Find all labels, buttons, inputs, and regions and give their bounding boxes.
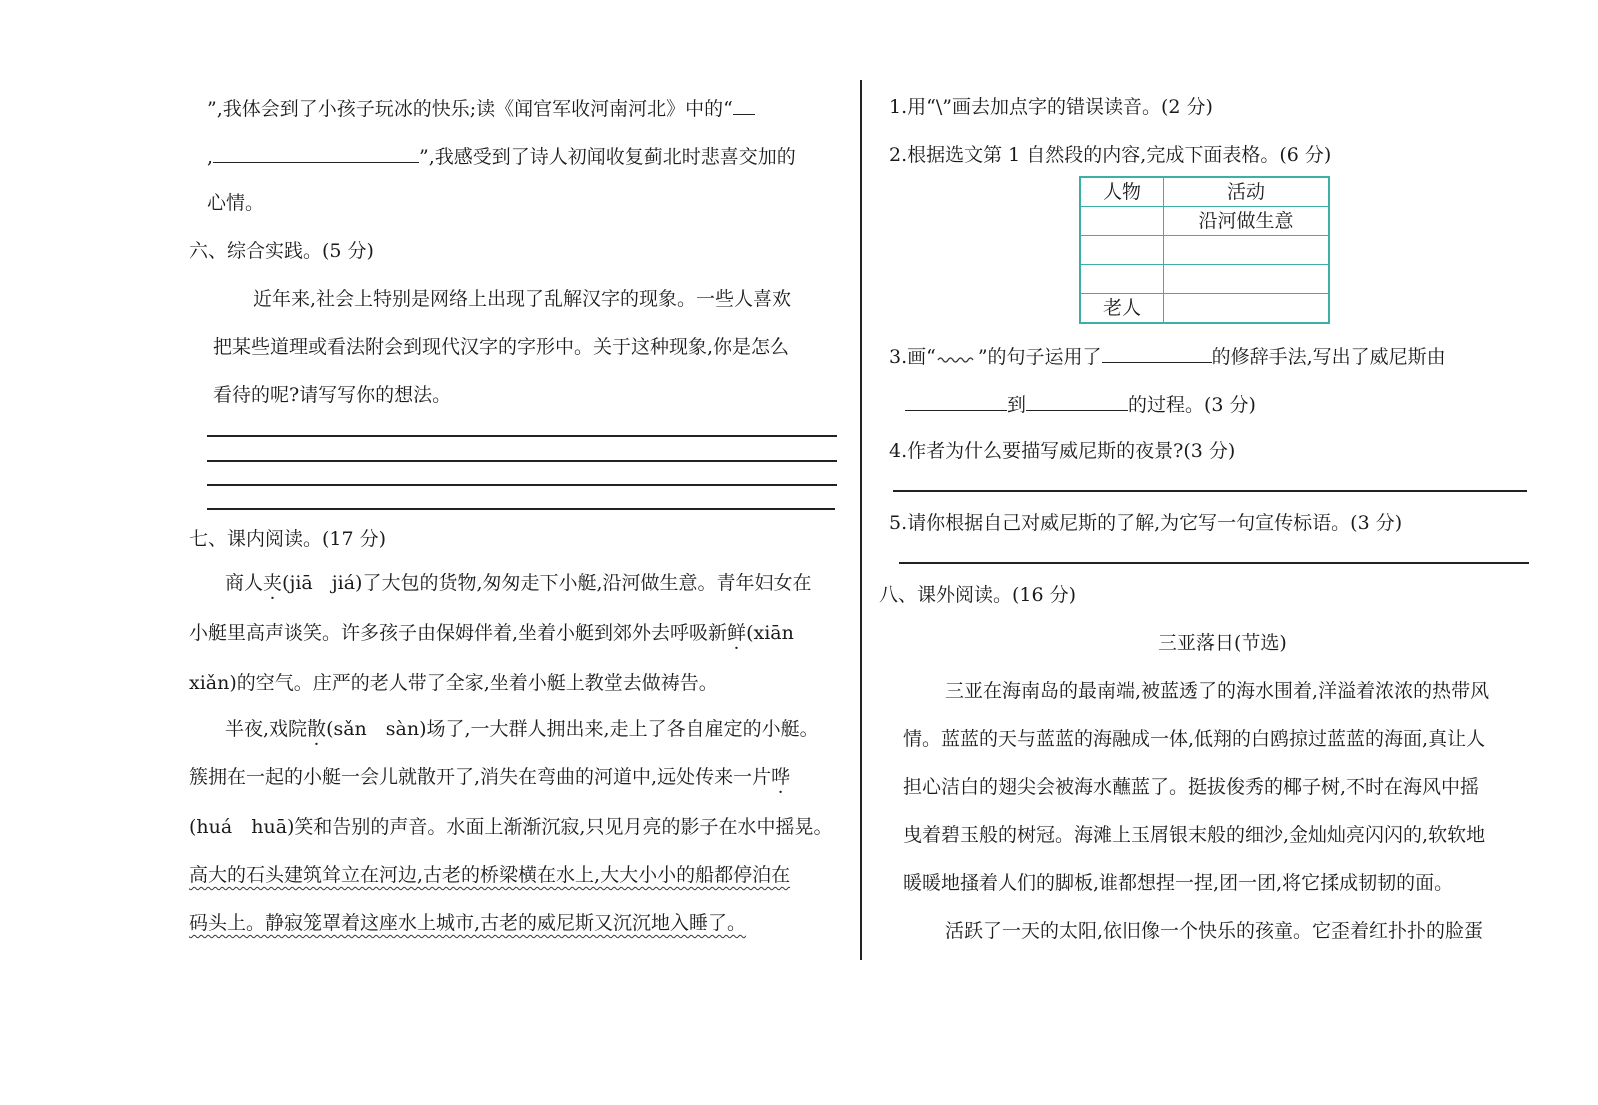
question-3-text: 的过程。(3 分) bbox=[1128, 394, 1256, 416]
question-3-line-1 bbox=[889, 342, 1446, 370]
question-3-text: ”的句子运用了 bbox=[977, 346, 1102, 368]
question-3-text: 到 bbox=[1007, 394, 1027, 416]
table-cell[interactable] bbox=[1080, 265, 1164, 294]
dotted-char: 散 bbox=[307, 718, 327, 740]
table-cell[interactable] bbox=[1080, 207, 1164, 236]
table-header-cell: 人物 bbox=[1080, 177, 1164, 207]
table-row bbox=[1080, 207, 1329, 236]
passage-line-1: 三亚在海南岛的最南端,被蓝透了的海水围着,洋溢着浓浓的热带风 bbox=[945, 680, 1490, 702]
reading-line-4 bbox=[225, 716, 819, 742]
dotted-char: 夹 bbox=[263, 572, 283, 594]
table-row bbox=[1080, 294, 1329, 324]
passage-line-4: 曳着碧玉般的树冠。海滩上玉屑银末般的细沙,金灿灿亮闪闪的,软软地 bbox=[903, 824, 1486, 846]
section-6-text-3: 看待的呢?请写写你的想法。 bbox=[213, 384, 452, 406]
passage-line-6: 活跃了一天的太阳,依旧像一个快乐的孩童。它歪着红扑扑的脸蛋 bbox=[945, 920, 1484, 942]
passage-line-2: 情。蓝蓝的天与蓝蓝的海融成一体,低翔的白鸥掠过蓝蓝的海面,真让人 bbox=[903, 728, 1486, 750]
table-cell: 沿河做生意 bbox=[1164, 207, 1330, 236]
answer-blank[interactable] bbox=[905, 390, 1007, 411]
question-5: 5.请你根据自己对威尼斯的了解,为它写一句宣传标语。(3 分) bbox=[889, 512, 1403, 534]
column-divider bbox=[860, 80, 862, 960]
writing-line[interactable] bbox=[207, 460, 837, 462]
writing-line[interactable] bbox=[899, 562, 1529, 564]
reading-text: 商人 bbox=[225, 572, 264, 594]
question-3-line-2 bbox=[905, 390, 1256, 418]
writing-line[interactable] bbox=[893, 490, 1527, 492]
question-1: 1.用“\”画去加点字的错误读音。(2 分) bbox=[889, 96, 1213, 118]
section-6-text-1: 近年来,社会上特别是网络上出现了乱解汉字的现象。一些人喜欢 bbox=[253, 288, 792, 310]
wavy-underlined-line-1: 高大的石头建筑耸立在河边,古老的桥梁横在水上,大大小小的船都停泊在 bbox=[189, 864, 791, 886]
reading-text: (sǎn sàn)场了,一大群人拥出来,走上了各自雇定的小艇。 bbox=[326, 718, 819, 740]
table-row bbox=[1080, 265, 1329, 294]
answer-table bbox=[1079, 176, 1330, 324]
wavy-underlined-line-2: 码头上。静寂笼罩着这座水上城市,古老的威尼斯又沉沉地入睡了。 bbox=[189, 912, 747, 934]
question-4: 4.作者为什么要描写威尼斯的夜景?(3 分) bbox=[889, 440, 1236, 462]
question-3-text: 3.画“ bbox=[889, 346, 936, 368]
table-row bbox=[1080, 236, 1329, 265]
writing-line[interactable] bbox=[207, 508, 835, 510]
table-header-cell: 活动 bbox=[1164, 177, 1330, 207]
poem-answer-text-2: ”,我感受到了诗人初闻收复蓟北时悲喜交加的 bbox=[419, 146, 796, 168]
dotted-char: 鲜 bbox=[727, 622, 747, 644]
writing-line[interactable] bbox=[207, 484, 837, 486]
reading-text: 簇拥在一起的小艇一会儿就散开了,消失在弯曲的河道中,远处传来一片 bbox=[189, 766, 772, 788]
writing-line[interactable] bbox=[207, 435, 837, 437]
reading-line-3: xiǎn)的空气。庄严的老人带了全家,坐着小艇上教堂去做祷告。 bbox=[189, 672, 718, 694]
passage-title: 三亚落日(节选) bbox=[1158, 632, 1287, 654]
table-header-row bbox=[1080, 177, 1329, 207]
dotted-char: 哗 bbox=[771, 766, 791, 788]
reading-line-1 bbox=[225, 570, 812, 596]
table-cell[interactable] bbox=[1080, 236, 1164, 265]
table-cell[interactable] bbox=[1164, 236, 1330, 265]
passage-line-3: 担心洁白的翅尖会被海水蘸蓝了。挺拔俊秀的椰子树,不时在海风中摇 bbox=[903, 776, 1480, 798]
reading-line-2 bbox=[189, 620, 794, 646]
comma-text: , bbox=[207, 146, 214, 168]
reading-line-6: (huá huā)笑和告别的声音。水面上渐渐沉寂,只见月亮的影子在水中摇晃。 bbox=[189, 816, 833, 838]
reading-line-5 bbox=[189, 764, 790, 790]
answer-blank[interactable] bbox=[213, 142, 419, 163]
table-cell: 老人 bbox=[1080, 294, 1164, 324]
section-6-text-2: 把某些道理或看法附会到现代汉字的字形中。关于这种现象,你是怎么 bbox=[213, 336, 790, 358]
answer-blank[interactable] bbox=[1026, 390, 1128, 411]
poem-answer-line-3: 心情。 bbox=[207, 192, 265, 214]
section-6-title: 六、综合实践。(5 分) bbox=[189, 240, 374, 262]
poem-answer-text-1: ”,我体会到了小孩子玩冰的快乐;读《闻官军收河南河北》中的“ bbox=[207, 98, 733, 120]
table-cell[interactable] bbox=[1164, 294, 1330, 324]
reading-text: (jiā jiá)了大包的货物,匆匆走下小艇,沿河做生意。青年妇女在 bbox=[282, 572, 812, 594]
reading-text: (xiān bbox=[746, 622, 794, 644]
passage-line-5: 暖暖地搔着人们的脚板,谁都想捏一捏,团一团,将它揉成韧韧的面。 bbox=[903, 872, 1454, 894]
answer-blank[interactable] bbox=[733, 94, 755, 115]
poem-answer-line-1 bbox=[207, 94, 755, 122]
wavy-line-icon bbox=[936, 352, 978, 364]
section-8-title: 八、课外阅读。(16 分) bbox=[879, 584, 1077, 606]
answer-blank[interactable] bbox=[1102, 342, 1212, 363]
table-cell[interactable] bbox=[1164, 265, 1330, 294]
reading-text: 半夜,戏院 bbox=[225, 718, 308, 740]
poem-answer-line-2 bbox=[207, 142, 796, 170]
section-7-title: 七、课内阅读。(17 分) bbox=[189, 528, 387, 550]
reading-text: 小艇里高声谈笑。许多孩子由保姆伴着,坐着小艇到郊外去呼吸新 bbox=[189, 622, 728, 644]
question-3-text: 的修辞手法,写出了威尼斯由 bbox=[1211, 346, 1446, 368]
question-2: 2.根据选文第 1 自然段的内容,完成下面表格。(6 分) bbox=[889, 144, 1332, 166]
